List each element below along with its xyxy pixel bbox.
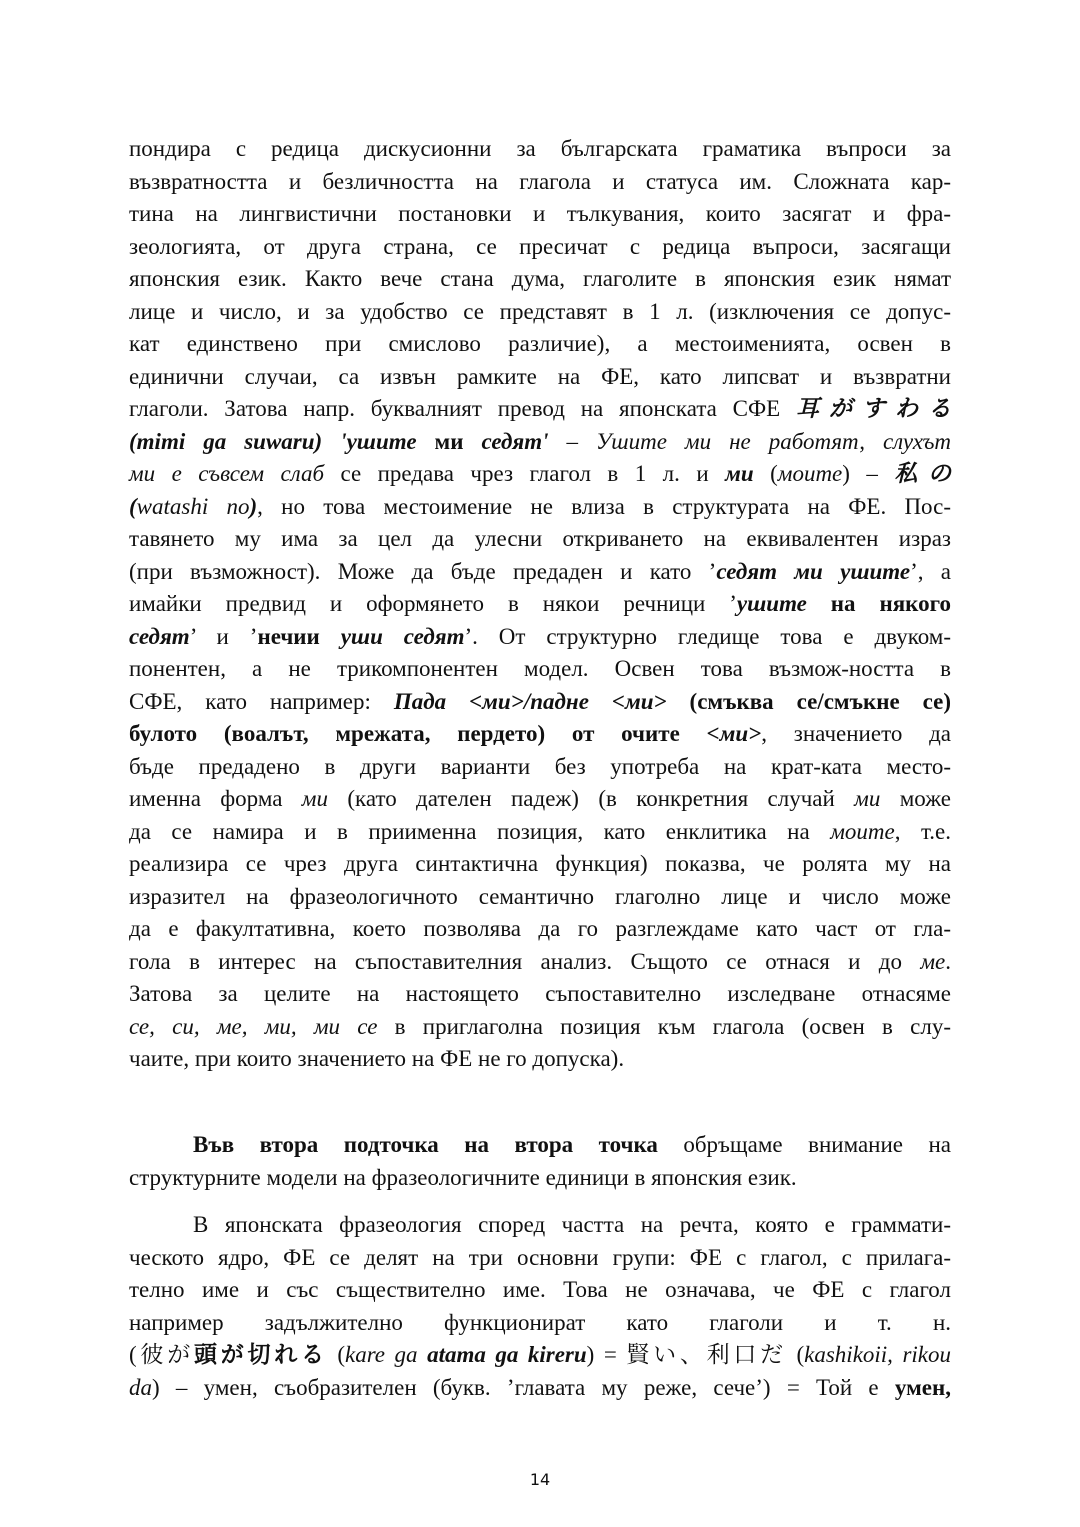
text-run: лице и число, и за удобство се представят в 1 л. (изключения се допус- [129,298,951,324]
text-run: ( [327,1342,345,1367]
text-line [129,783,951,816]
text-run: седят [129,623,190,649]
text-run: зеологията, от друга страна, се пресичат с редица въпроси, засягащи [129,233,951,259]
text-line [129,556,951,589]
paragraph [129,1129,951,1194]
text-line [129,263,951,296]
text-run: (彼が [129,1342,194,1367]
text-line [129,686,951,719]
text-line [129,946,951,979]
text-line [129,231,951,264]
text-line [129,198,951,231]
text-run: булото (воалът, мрежата, пердето) от очите [129,721,707,746]
text-run: седят' [463,428,549,454]
text-run: умен, [894,1374,951,1400]
text-line [129,978,951,1011]
text-line [129,1339,951,1372]
text-run: Във втора подточка на втора точка [193,1132,658,1157]
text-run: ’ и ’ [189,623,258,649]
text-line [129,328,951,361]
text-line [129,133,951,166]
text-line [129,458,951,491]
text-run: ми [854,786,881,811]
text-run: ми е съвсем слаб [129,461,325,486]
text-run: В японската фразеология според частта на речта, която е граммати- [193,1212,951,1237]
text-run: нечии [257,623,320,649]
text-run: . [945,948,951,974]
text-line [129,718,951,751]
text-line [129,1209,951,1242]
text-run: в приглаголна позиция към глагола (освен в слу- [377,1013,951,1039]
text-run: ми [434,428,464,454]
text-line [129,816,951,849]
text-run: бъде предадено в други варианти без употреба на крат-ката место- [129,753,951,779]
text-run: се, си, ме, ми, ми се [129,1013,378,1039]
text-run: чаите, при които значението на ФЕ не го допуска). [129,1046,625,1071]
text-run: например задължително функционират като глаголи и т. н. [129,1309,951,1335]
text-run: (като дателен падеж) (в конкретния случай [327,786,855,811]
text-line [129,1372,951,1405]
text-run: моите [777,461,843,486]
text-run: ’. От структурно гледище това е двуком- [464,623,952,649]
text-run: kare ga [345,1342,428,1367]
text-run: седят ми ушите [716,558,911,584]
text-line [129,296,951,329]
text-run: ушите [736,591,807,616]
text-run: ( [753,461,778,486]
text-run: се предава чрез глагол в 1 л. и [324,461,726,486]
text-run: понентен, а не трикомпонентен модел. Освен това възмож-ността в [129,656,951,681]
text-run: тавянето му има за цел да улесни откриването на еквивалентен израз [129,526,951,551]
text-run: ческото ядро, ФЕ се делят на три основни групи: ФЕ с глагол, с прилага- [129,1244,951,1270]
text-run: на някого [806,591,951,616]
text-run: Ушите ми не работят, слухът [596,428,951,454]
text-run: ’, а [910,558,951,584]
text-run: (смъква се/смъкне се) [666,688,952,714]
text-run: ) – [842,461,895,486]
text-run: пондира с редица дискусионни за българската граматика въпроси за [129,136,951,161]
text-run: – [548,428,597,454]
text-line [129,621,951,654]
text-run: изразител на фразеологичното семантично глаголно лице и число може [129,883,951,909]
text-run: моите [830,818,895,844]
text-line [129,523,951,556]
text-run: kashikoii, rikou [804,1342,951,1367]
text-run: ми [725,461,754,486]
text-run: уши седят [319,623,465,649]
text-run: (mimi ga suwaru) 'ушите [129,428,435,454]
text-run: ме [920,948,946,974]
text-run: <ми> [706,721,762,746]
text-line [129,1274,951,1307]
text-line [129,751,951,784]
text-line [129,913,951,946]
text-run: да е факултативна, което позволява да го разглеждаме като част от гла- [129,916,951,941]
text-run: структурните модели на фразеологичните единици в японския език. [129,1164,797,1190]
text-run: ) = 賢い、利口だ ( [586,1342,805,1367]
text-run: може [880,786,952,811]
text-run: watashi no [136,493,250,519]
text-line [129,653,951,686]
text-run: atama ga kireru [427,1342,587,1367]
text-run: Затова за целите на настоящето съпоставително изследване отнасяме [129,981,951,1006]
text-line [129,1011,951,1044]
text-run: кат единствено при смислово различие), а местоименията, освен в [129,331,951,356]
text-line [129,393,951,426]
text-run: , но това местоимение не влиза в структурата на ФЕ. Пос- [257,493,951,519]
text-run: , т.е. [894,818,952,844]
text-run: ( [129,493,137,519]
text-run: гола в интерес на съпоставителния анализ. Същото се отнася и до [129,948,921,974]
text-run: ) [249,493,258,519]
text-line [129,361,951,394]
text-line [129,1129,951,1162]
text-run: da [129,1374,152,1400]
text-line [129,588,951,621]
text-run: , значението да [761,721,951,746]
page-number: 14 [529,1470,551,1489]
text-line [129,1242,951,1275]
text-run: 耳がすわる [795,396,952,421]
text-run: да се намира и в приименна позиция, като енклитика на [129,818,831,844]
text-line [129,848,951,881]
text-line [129,166,951,199]
text-run: СФЕ, като например: [129,688,394,714]
text-run: Пада <ми>/падне <ми> [393,688,667,714]
text-line [129,1043,951,1076]
text-run: единични случаи, са извън рамките на ФЕ, като липсват и възвратни [129,363,951,389]
text-run: обръщаме внимание на [657,1132,951,1157]
text-line [129,426,951,459]
text-run: възвратността и безличността на глагола и статуса им. Сложната кар- [129,168,951,194]
text-run: ми [301,786,328,811]
text-line [129,491,951,524]
text-run: телно име и със съществително име. Това не означава, че ФЕ с глагол [129,1277,951,1302]
text-run: японския език. Както вече стана дума, глаголите в японския език нямат [129,266,951,291]
text-run: реализира се чрез друга синтактична функция) показва, че ролята му на [129,851,951,876]
text-run: тина на лингвистични постановки и тълкувания, които засягат и фра- [129,201,951,226]
text-line [129,881,951,914]
text-run: глаголи. Затова напр. буквалният превод на японската СФЕ [129,396,796,421]
text-run: (при възможност). Може да бъде предаден и като ’ [129,558,717,584]
text-run: ) – умен, съобразителен (букв. ’главата му реже, сече’) = Той е [152,1374,895,1400]
paragraph [129,1209,951,1404]
paragraph [129,133,951,1076]
text-line [129,1307,951,1340]
text-line [129,1162,951,1195]
text-run: именна форма [129,786,302,811]
text-run: 私の [894,461,951,486]
text-run: имайки предвид и оформянето в някои речници ’ [129,591,737,616]
text-run: 頭が切れる [193,1342,328,1367]
